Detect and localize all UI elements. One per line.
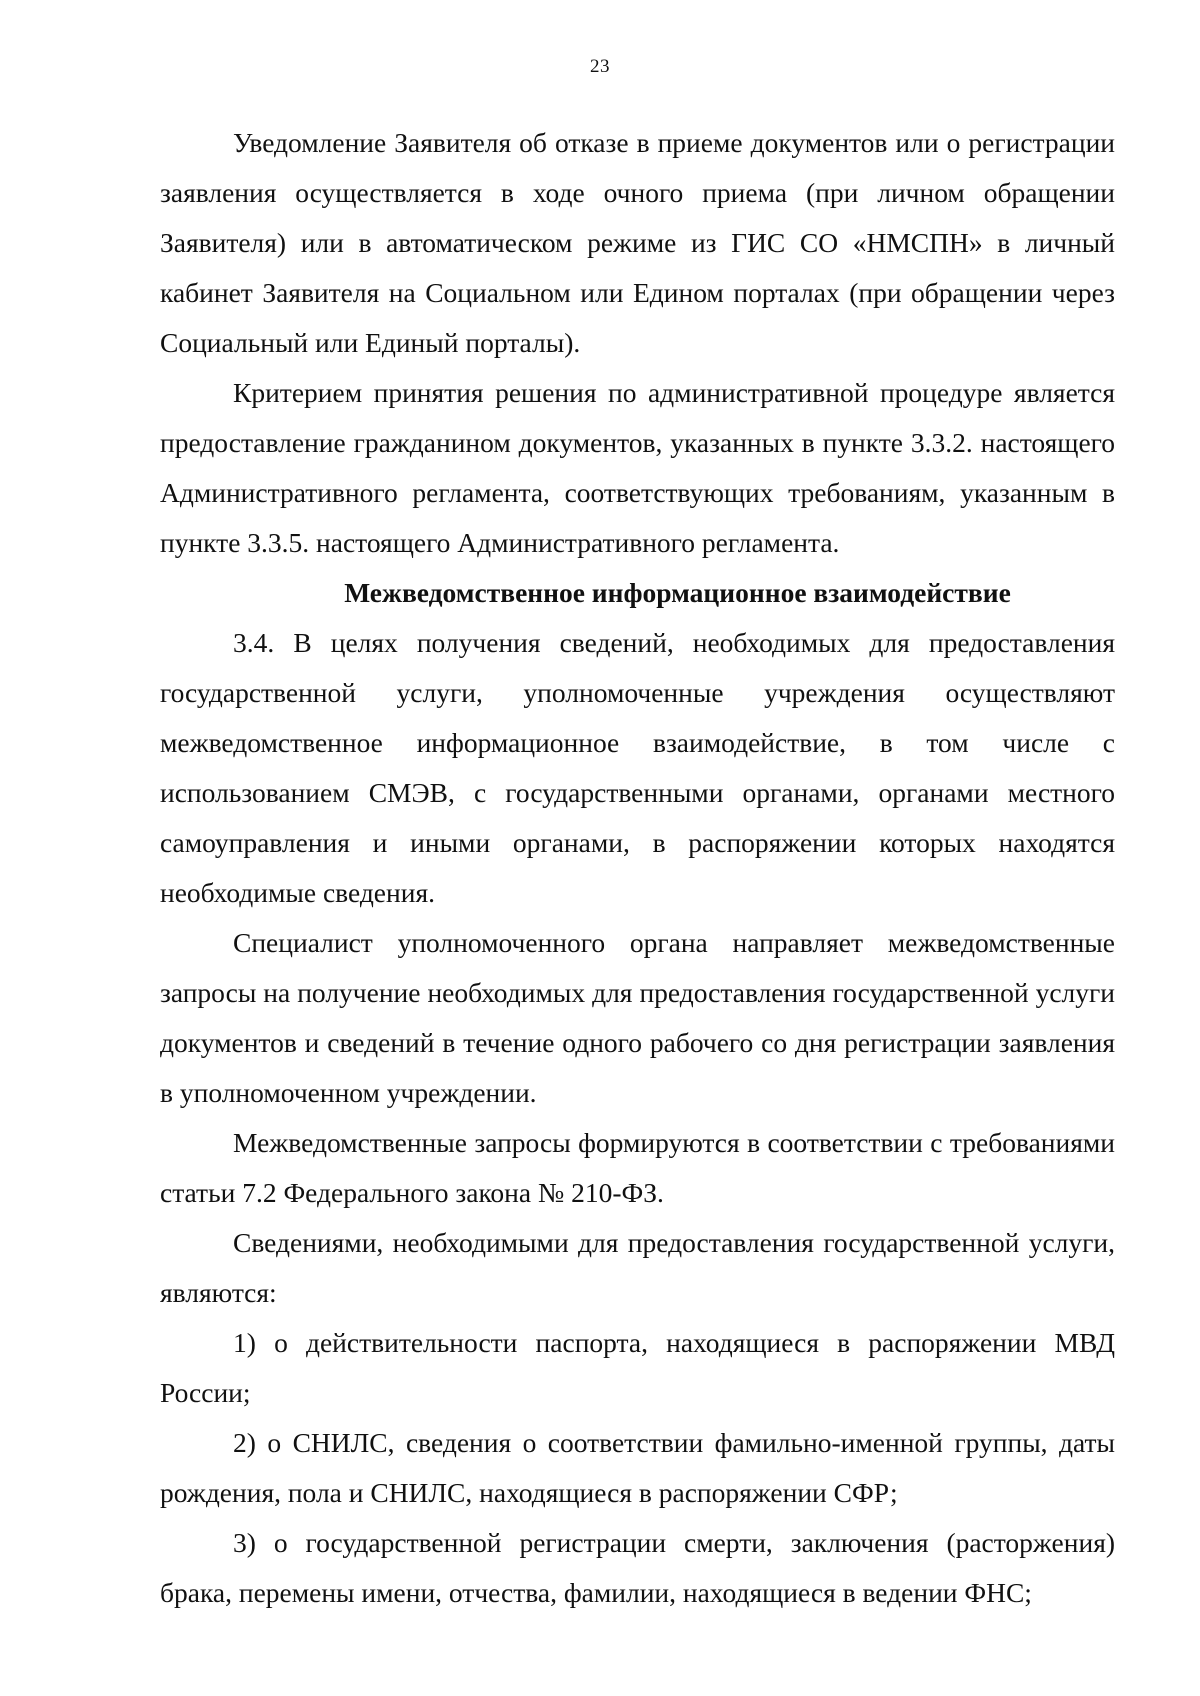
paragraph-required-info: Сведениями, необходимыми для предоставления государственной услуги, являются: [160,1227,1115,1308]
paragraph-specialist-requests: Специалист уполномоченного органа направляет межведомственные запросы на получение необходимых для предоставления государственной услуги документов и сведений в течение одного рабочего со дня регистрации заявления в уполномоченном учреждении. [160,927,1115,1108]
paragraph-interagency-interaction: 3.4. В целях получения сведений, необходимых для предоставления государственной услуги, уполномоченные учреждения осуществляют межведомственное информационное взаимодействие, в том числе с использованием СМЭВ, с государственными органами, органами местного самоуправления и иными органами, в распоряжении которых находятся необходимые сведения. [160,627,1115,908]
list-item: 3) о государственной регистрации смерти, заключения (расторжения) брака, перемены имени, отчества, фамилии, находящиеся в ведении ФНС; [160,1527,1115,1608]
document-body [160,118,1115,1618]
paragraph-decision-criterion: Критерием принятия решения по административной процедуре является предоставление гражданином документов, указанных в пункте 3.3.2. настоящего Административного регламента, соответствующих требованиям, указанным в пункте 3.3.5. настоящего Административного регламента. [160,377,1115,558]
paragraph-notification: Уведомление Заявителя об отказе в приеме документов или о регистрации заявления осуществляется в ходе очного приема (при личном обращении Заявителя) или в автоматическом режиме из ГИС СО «НМСПН» в личный кабинет Заявителя на Социальном или Едином порталах (при обращении через Социальный или Единый порталы). [160,127,1115,358]
list-item: 2) о СНИЛС, сведения о соответствии фамильно-именной группы, даты рождения, пола и СНИЛС, находящиеся в распоряжении СФР; [160,1427,1115,1508]
list-item: 1) о действительности паспорта, находящиеся в распоряжении МВД России; [160,1327,1115,1408]
paragraph-request-formation: Межведомственные запросы формируются в соответствии с требованиями статьи 7.2 Федерального закона № 210-ФЗ. [160,1127,1115,1208]
page-number: 23 [590,56,610,77]
section-heading: Межведомственное информационное взаимодействие [344,577,1011,608]
